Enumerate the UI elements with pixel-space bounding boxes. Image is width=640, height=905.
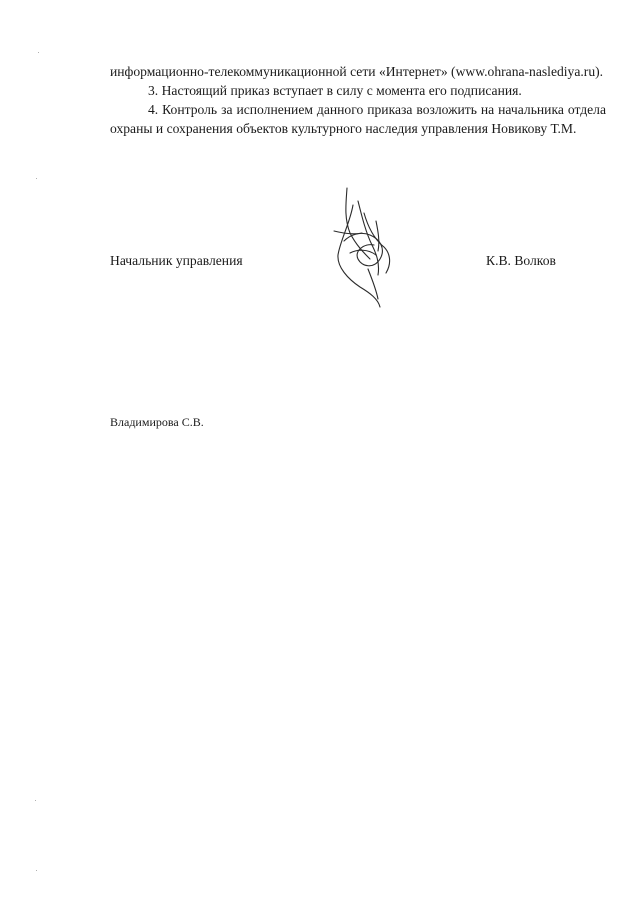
scan-speck (36, 178, 37, 179)
signatory-position: Начальник управления (110, 253, 243, 268)
paragraph-item-4: 4. Контроль за исполнением данного приказа возложить на начальника отдела охраны и сохранения объектов культурного наследия управления Новикову Т.М. (110, 102, 606, 136)
signature-block (110, 253, 606, 275)
scan-speck (35, 800, 36, 801)
signatory-name: К.В. Волков (486, 253, 556, 268)
paragraph-continuation: информационно-телекоммуникационной сети «Интернет» (www.ohrana-naslediya.ru). (110, 64, 604, 79)
paragraph-item-3: 3. Настоящий приказ вступает в силу с момента его подписания. (148, 83, 522, 98)
handwritten-signature-icon (320, 183, 410, 313)
scan-speck (38, 52, 39, 53)
document-body (110, 62, 606, 138)
executor-name: Владимирова С.В. (110, 415, 204, 429)
scan-speck (36, 870, 37, 871)
